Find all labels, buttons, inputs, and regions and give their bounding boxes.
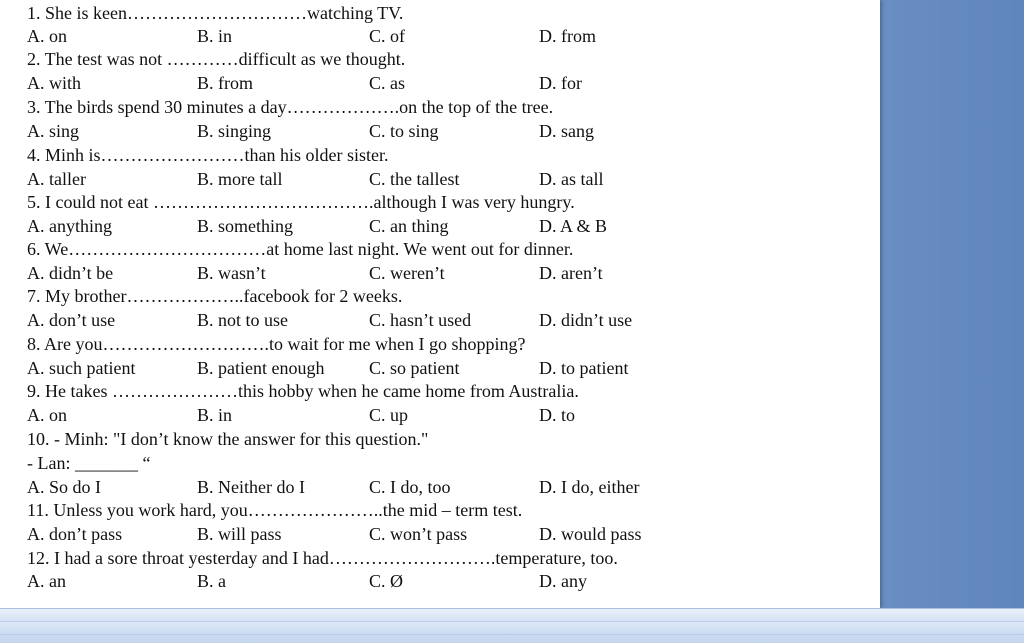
- q6-option-c: C. weren’t: [369, 263, 445, 283]
- q2-option-a: A. with: [27, 73, 81, 93]
- question-11: 11. Unless you work hard, you…………………..the mid – term test.: [27, 500, 523, 520]
- scrollbar-track[interactable]: [0, 621, 1024, 635]
- q4-option-c: C. the tallest: [369, 169, 460, 189]
- q7-option-d: D. didn’t use: [539, 310, 633, 330]
- q2-option-d: D. for: [539, 73, 582, 93]
- q3-option-b: B. singing: [197, 121, 272, 141]
- q12-option-a: A. an: [27, 571, 66, 591]
- q1-option-c: C. of: [369, 26, 405, 46]
- q11-option-d: D. would pass: [539, 524, 642, 544]
- q11-option-c: C. won’t pass: [369, 524, 468, 544]
- question-5: 5. I could not eat ……………………………….although I was very hungry.: [27, 192, 575, 212]
- q9-option-a: A. on: [27, 405, 67, 425]
- q12-option-d: D. any: [539, 571, 587, 591]
- question-1: 1. She is keen…………………………watching TV.: [27, 3, 404, 23]
- q4-option-b: B. more tall: [197, 169, 283, 189]
- q6-option-d: D. aren’t: [539, 263, 603, 283]
- q10-option-b: B. Neither do I: [197, 477, 305, 497]
- q8-option-b: B. patient enough: [197, 358, 325, 378]
- q2-option-b: B. from: [197, 73, 253, 93]
- q3-option-d: D. sang: [539, 121, 594, 141]
- q10-option-a: A. So do I: [27, 477, 102, 497]
- q1-option-a: A. on: [27, 26, 67, 46]
- q1-option-d: D. from: [539, 26, 596, 46]
- question-10-sub: - Lan: _______ “: [27, 453, 151, 473]
- q11-option-b: B. will pass: [197, 524, 282, 544]
- question-8: 8. Are you……………………….to wait for me when I go shopping?: [27, 334, 526, 354]
- q12-option-b: B. a: [197, 571, 226, 591]
- q9-option-b: B. in: [197, 405, 233, 425]
- question-3: 3. The birds spend 30 minutes a day……………….on the top of the tree.: [27, 97, 554, 117]
- q9-option-c: C. up: [369, 405, 409, 425]
- question-4: 4. Minh is……………………than his older sister.: [27, 145, 389, 165]
- q6-option-a: A. didn’t be: [27, 263, 114, 283]
- q3-option-a: A. sing: [27, 121, 80, 141]
- q1-option-b: B. in: [197, 26, 233, 46]
- q11-option-a: A. don’t pass: [27, 524, 123, 544]
- q10-option-d: D. I do, either: [539, 477, 640, 497]
- question-2: 2. The test was not …………difficult as we thought.: [27, 49, 406, 69]
- q7-option-a: A. don’t use: [27, 310, 116, 330]
- question-6: 6. We……………………………at home last night. We went out for dinner.: [27, 239, 574, 259]
- q2-option-c: C. as: [369, 73, 405, 93]
- question-7: 7. My brother………………..facebook for 2 weeks.: [27, 286, 403, 306]
- q7-option-b: B. not to use: [197, 310, 289, 330]
- q12-option-c: C. Ø: [369, 571, 404, 591]
- q5-option-c: C. an thing: [369, 216, 449, 236]
- q5-option-a: A. anything: [27, 216, 112, 236]
- q5-option-b: B. something: [197, 216, 294, 236]
- q9-option-d: D. to: [539, 405, 575, 425]
- q8-option-c: C. so patient: [369, 358, 460, 378]
- question-12: 12. I had a sore throat yesterday and I had……………………….temperature, too.: [27, 548, 618, 568]
- q10-option-c: C. I do, too: [369, 477, 451, 497]
- question-9: 9. He takes …………………this hobby when he came home from Australia.: [27, 381, 579, 401]
- q4-option-d: D. as tall: [539, 169, 604, 189]
- q6-option-b: B. wasn’t: [197, 263, 266, 283]
- q8-option-a: A. such patient: [27, 358, 136, 378]
- q7-option-c: C. hasn’t used: [369, 310, 472, 330]
- question-10: 10. - Minh: "I don’t know the answer for this question.": [27, 429, 429, 449]
- q8-option-d: D. to patient: [539, 358, 629, 378]
- horizontal-scrollbar[interactable]: [0, 608, 1024, 643]
- q3-option-c: C. to sing: [369, 121, 439, 141]
- q5-option-d: D. A & B: [539, 216, 608, 236]
- q4-option-a: A. taller: [27, 169, 86, 189]
